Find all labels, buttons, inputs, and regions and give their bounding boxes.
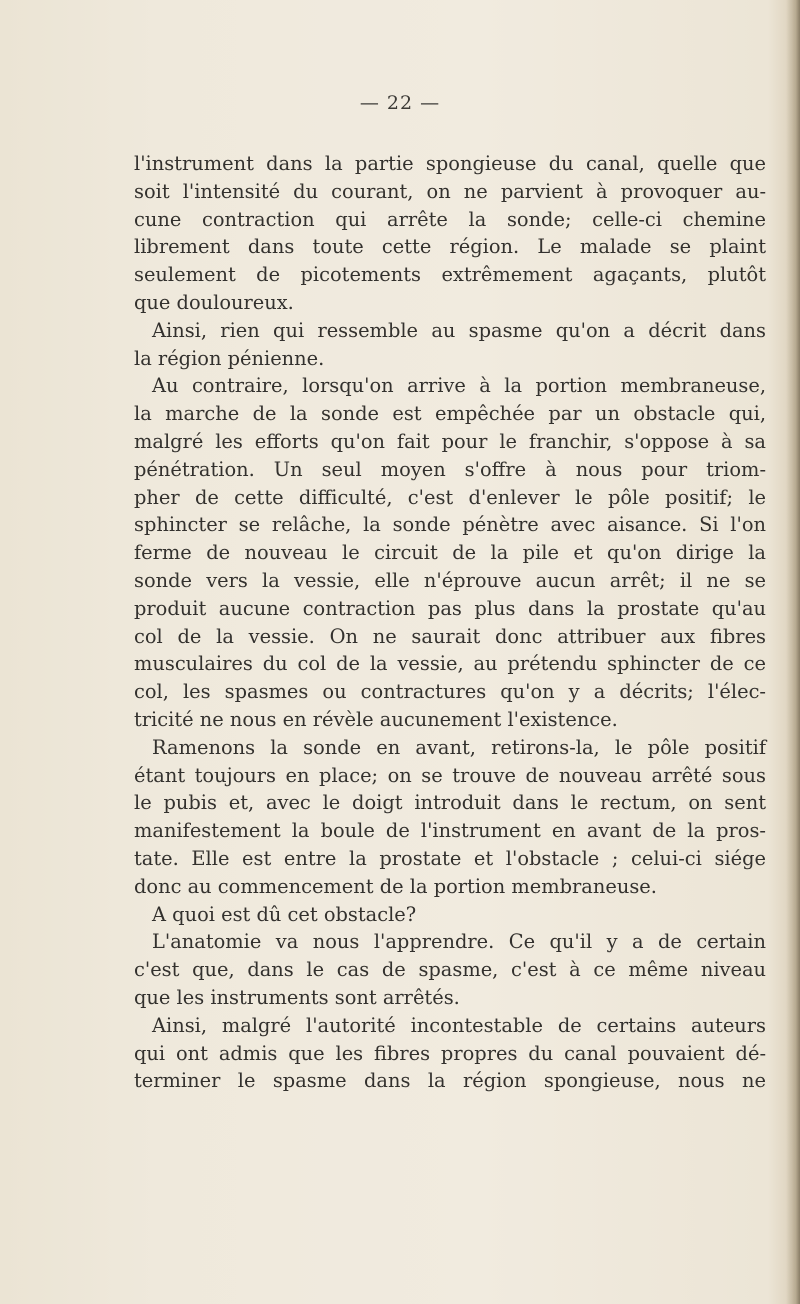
- text-line: musculaires du col de la vessie, au prétendu sphincter de ce: [134, 652, 766, 676]
- text-line: ferme de nouveau le circuit de la pile et qu'on dirige la: [134, 541, 766, 565]
- text-line: terminer le spasme dans la région spongieuse, nous ne: [134, 1069, 766, 1093]
- text-line: tate. Elle est entre la prostate et l'obstacle ; celui-ci siége: [134, 846, 766, 870]
- text-line: col de la vessie. On ne saurait donc attribuer aux fibres: [134, 624, 766, 648]
- text-line: sphincter se relâche, la sonde pénètre avec aisance. Si l'on: [134, 513, 766, 537]
- text-line: pénétration. Un seul moyen s'offre à nous pour triom-: [134, 457, 766, 481]
- text-line: Au contraire, lorsqu'on arrive à la portion membraneuse,: [152, 374, 766, 398]
- text-line: le pubis et, avec le doigt introduit dans le rectum, on sent: [134, 791, 766, 815]
- text-line: étant toujours en place; on se trouve de nouveau arrêté sous: [134, 763, 766, 787]
- text-line: librement dans toute cette région. Le malade se plaint: [134, 235, 766, 259]
- page-edge-shadow: [786, 0, 800, 1304]
- text-line: c'est que, dans le cas de spasme, c'est à ce même niveau: [134, 958, 766, 982]
- text-line: col, les spasmes ou contractures qu'on y a décrits; l'élec-: [134, 680, 766, 704]
- text-line: qui ont admis que les fibres propres du canal pouvaient dé-: [134, 1041, 766, 1065]
- text-line: A quoi est dû cet obstacle?: [152, 902, 417, 926]
- text-line: que douloureux.: [134, 290, 294, 314]
- text-line: Ainsi, rien qui ressemble au spasme qu'on a décrit dans: [152, 318, 766, 342]
- text-line: soit l'intensité du courant, on ne parvient à provoquer au-: [134, 179, 766, 203]
- text-line: sonde vers la vessie, elle n'éprouve aucun arrêt; il ne se: [134, 568, 766, 592]
- text-line: pher de cette difficulté, c'est d'enlever le pôle positif; le: [134, 485, 766, 509]
- text-line: l'instrument dans la partie spongieuse du canal, quelle que: [134, 152, 766, 175]
- text-line: produit aucune contraction pas plus dans la prostate qu'au: [134, 596, 766, 620]
- body-text: [134, 150, 766, 1095]
- text-line: la marche de la sonde est empêchée par un obstacle qui,: [134, 402, 766, 426]
- text-line: la région pénienne.: [134, 346, 325, 370]
- text-line: que les instruments sont arrêtés.: [134, 985, 460, 1009]
- text-line: seulement de picotements extrêmement agaçants, plutôt: [134, 263, 766, 287]
- text-line: cune contraction qui arrête la sonde; celle-ci chemine: [134, 207, 766, 231]
- text-line: L'anatomie va nous l'apprendre. Ce qu'il y a de certain: [152, 930, 766, 954]
- text-line: malgré les efforts qu'on fait pour le franchir, s'oppose à sa: [134, 429, 766, 453]
- text-line: Ramenons la sonde en avant, retirons-la, le pôle positif: [152, 735, 766, 759]
- text-line: tricité ne nous en révèle aucunement l'existence.: [134, 707, 618, 731]
- text-line: donc au commencement de la portion membraneuse.: [134, 874, 657, 898]
- text-line: manifestement la boule de l'instrument en avant de la pros-: [134, 819, 766, 843]
- page-number: — 22 —: [359, 92, 441, 114]
- text-line: Ainsi, malgré l'autorité incontestable de certains auteurs: [152, 1013, 766, 1037]
